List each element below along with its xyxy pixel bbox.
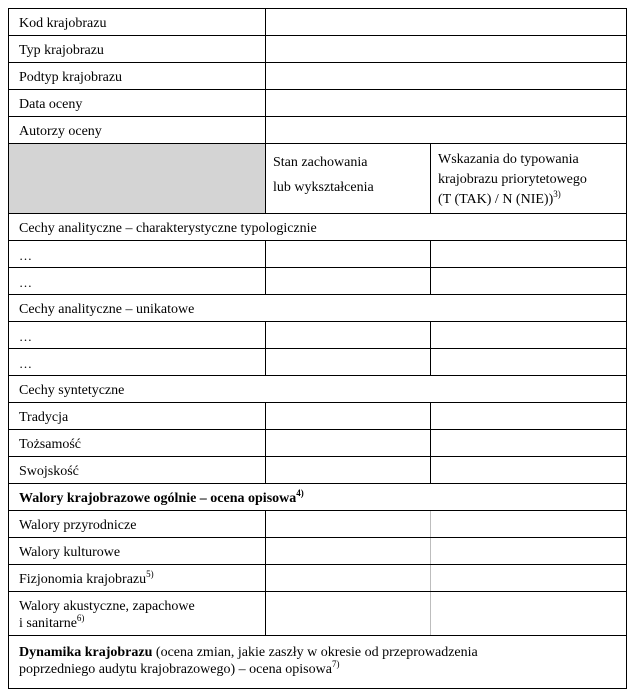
value-field-extra[interactable] (430, 592, 626, 635)
value-label (19, 569, 154, 588)
dynamics-description: (ocena zmian, jakie zaszły w okresie od przeprowadzenia (152, 645, 478, 660)
synthetic-row-tradition (9, 403, 626, 430)
header-priority-cell (430, 144, 626, 213)
value-label-cell (9, 538, 265, 564)
info-value-field[interactable] (265, 36, 626, 62)
section-title: Cechy analityczne – charakterystyczne typologicznie (19, 221, 317, 236)
value-label: Walory kulturowe (19, 545, 121, 560)
feature-label: Tożsamość (19, 437, 82, 452)
value-label-text: i sanitarne (19, 616, 77, 631)
info-row-assessment-authors (9, 117, 626, 144)
info-label-cell (9, 117, 265, 143)
footnote-marker: 3) (553, 189, 561, 199)
section-header-synthetic (9, 376, 626, 403)
section-header-unique (9, 295, 626, 322)
header-priority-text: (T (TAK) / N (NIE)) (438, 192, 554, 207)
feature-label-cell (9, 430, 265, 456)
value-label-line2 (19, 613, 85, 632)
value-label-cell (9, 511, 265, 537)
value-field[interactable] (265, 538, 430, 564)
synthetic-row-identity (9, 430, 626, 457)
header-priority-line2: krajobrazu priorytetowego (438, 172, 587, 187)
info-label-cell (9, 90, 265, 116)
placeholder-dots: … (19, 329, 33, 344)
feature-label-cell[interactable] (9, 322, 265, 348)
value-label-line1: Walory akustyczne, zapachowe (19, 599, 195, 614)
header-condition-line2: lub wykształcenia (273, 180, 374, 195)
info-label-cell (9, 36, 265, 62)
priority-field[interactable] (430, 403, 626, 429)
values-row-physiognomy (9, 565, 626, 592)
info-label: Data oceny (19, 97, 83, 112)
value-field-extra[interactable] (430, 538, 626, 564)
unique-row (9, 322, 626, 349)
feature-label-cell (9, 457, 265, 483)
footnote-marker: 4) (296, 488, 304, 498)
feature-label: Tradycja (19, 410, 69, 425)
values-row-natural (9, 511, 626, 538)
condition-field[interactable] (265, 349, 430, 375)
feature-label-cell (9, 403, 265, 429)
priority-field[interactable] (430, 457, 626, 483)
header-empty-gray-cell (9, 144, 265, 213)
footnote-marker: 6) (76, 613, 85, 623)
dynamics-title: Dynamika krajobrazu (19, 645, 153, 660)
value-label: Walory przyrodnicze (19, 518, 137, 533)
header-condition-line1: Stan zachowania (273, 155, 368, 170)
header-condition-cell (265, 144, 430, 213)
placeholder-dots: … (19, 248, 33, 263)
condition-field[interactable] (265, 457, 430, 483)
info-row-landscape-code (9, 9, 626, 36)
info-label-cell (9, 9, 265, 35)
dynamics-description-cont: poprzedniego audytu krajobrazowego) – ocena opisowa (19, 662, 332, 677)
value-label-cell (9, 592, 265, 635)
section-header-typological (9, 214, 626, 241)
info-row-landscape-type (9, 36, 626, 63)
priority-field[interactable] (430, 430, 626, 456)
priority-field[interactable] (430, 322, 626, 348)
info-value-field[interactable] (265, 9, 626, 35)
section-title-text: Walory krajobrazowe ogólnie – ocena opisowa (19, 491, 297, 506)
dynamics-row[interactable] (9, 636, 626, 688)
condition-field[interactable] (265, 322, 430, 348)
feature-label: Swojskość (19, 464, 79, 479)
info-row-assessment-date (9, 90, 626, 117)
synthetic-row-familiarity (9, 457, 626, 484)
info-value-field[interactable] (265, 117, 626, 143)
placeholder-dots: … (19, 356, 33, 371)
values-row-cultural (9, 538, 626, 565)
landscape-assessment-form (8, 8, 627, 689)
section-title: Cechy syntetyczne (19, 383, 125, 398)
feature-label-cell[interactable] (9, 241, 265, 267)
info-label: Autorzy oceny (19, 124, 102, 139)
info-label: Typ krajobrazu (19, 43, 104, 58)
value-field[interactable] (265, 592, 430, 635)
condition-field[interactable] (265, 403, 430, 429)
feature-label-cell[interactable] (9, 268, 265, 294)
info-label: Podtyp krajobrazu (19, 70, 123, 85)
value-field[interactable] (265, 565, 430, 591)
section-title: Cechy analityczne – unikatowe (19, 302, 195, 317)
info-value-field[interactable] (265, 63, 626, 89)
dynamics-line2 (19, 659, 340, 678)
dynamics-line1 (19, 645, 478, 661)
info-value-field[interactable] (265, 90, 626, 116)
section-header-landscape-values (9, 484, 626, 511)
value-label-text: Fizjonomia krajobrazu (19, 572, 147, 587)
header-priority-line1: Wskazania do typowania (438, 152, 579, 167)
priority-field[interactable] (430, 268, 626, 294)
condition-field[interactable] (265, 268, 430, 294)
header-priority-line3 (438, 190, 561, 210)
footnote-marker: 5) (146, 569, 154, 579)
priority-field[interactable] (430, 241, 626, 267)
column-header-row (9, 144, 626, 214)
priority-field[interactable] (430, 349, 626, 375)
typological-row (9, 268, 626, 295)
info-label-cell (9, 63, 265, 89)
info-label: Kod krajobrazu (19, 16, 107, 31)
typological-row (9, 241, 626, 268)
condition-field[interactable] (265, 430, 430, 456)
section-title (19, 488, 304, 507)
feature-label-cell[interactable] (9, 349, 265, 375)
value-field-extra[interactable] (430, 511, 626, 537)
unique-row (9, 349, 626, 376)
value-field-extra[interactable] (430, 565, 626, 591)
value-field[interactable] (265, 511, 430, 537)
values-row-acoustic (9, 592, 626, 636)
placeholder-dots: … (19, 275, 33, 290)
info-row-landscape-subtype (9, 63, 626, 90)
condition-field[interactable] (265, 241, 430, 267)
value-label-cell (9, 565, 265, 591)
footnote-marker: 7) (331, 659, 340, 669)
